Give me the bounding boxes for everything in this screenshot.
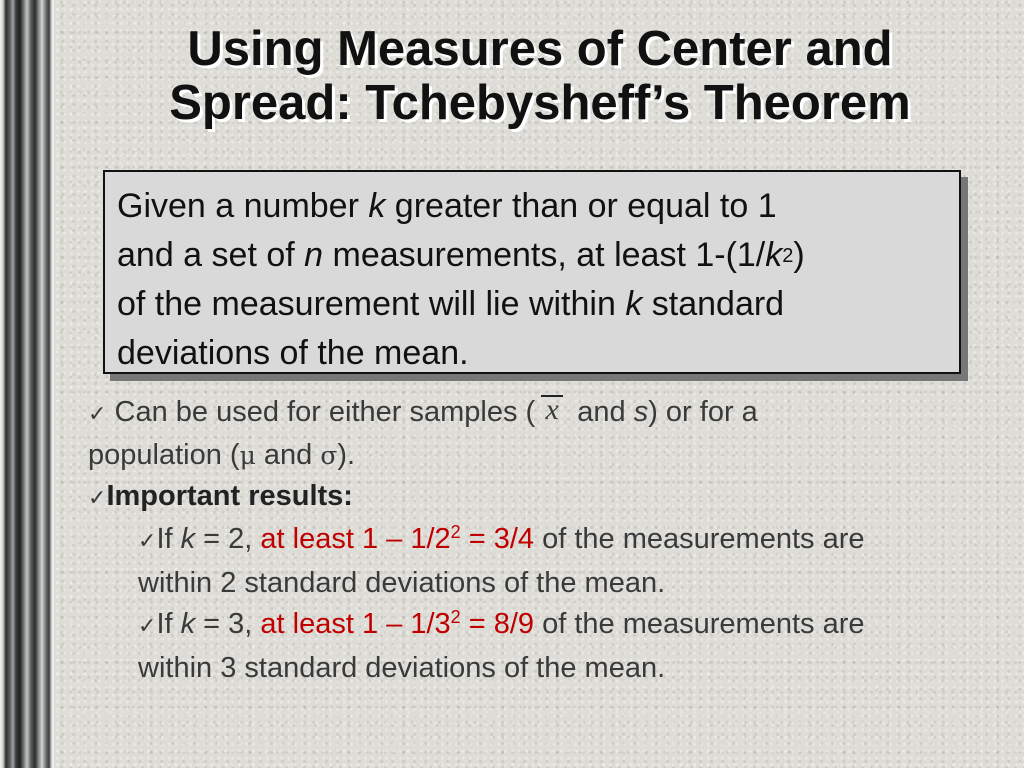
bullet-text: population ( (88, 439, 240, 471)
title-line-2: Spread: Tchebysheff’s Theorem (169, 76, 911, 130)
bullet-text: ) or for a (648, 396, 758, 428)
theorem-text: of the measurement will lie within (117, 285, 626, 323)
theorem-text: standard (642, 285, 785, 323)
bullet-text: and (569, 396, 634, 428)
result-2-line-1 (88, 604, 1008, 648)
theorem-line-2 (117, 231, 947, 280)
bullet-text: If (156, 608, 181, 640)
bullet-list (88, 392, 1008, 689)
checkmark-icon: ✓ (88, 486, 107, 511)
mu-symbol: μ (239, 441, 256, 470)
exponent: 2 (782, 245, 794, 267)
variable-s: s (633, 396, 649, 428)
bullet-1-line-2 (88, 435, 1008, 476)
bullet-text: and (255, 439, 321, 471)
important-results-heading: Important results: (106, 480, 353, 512)
theorem-text: Given a number (117, 187, 369, 225)
bullet-text: Can be used for either samples ( (106, 396, 536, 428)
theorem-text: greater than or equal to 1 (385, 187, 777, 225)
bullet-text: of the measurements are (534, 523, 865, 555)
bullet-1-line-1 (88, 392, 1008, 435)
theorem-line-1 (117, 182, 947, 231)
checkmark-icon: ✓ (138, 529, 157, 554)
result-2-highlight (260, 608, 534, 640)
slide-title (60, 22, 1020, 130)
bullet-2 (88, 476, 1008, 519)
theorem-text: ) (793, 236, 805, 274)
variable-k: k (180, 608, 196, 640)
bullet-text: of the measurements are (534, 608, 865, 640)
sigma-symbol: σ (320, 441, 338, 470)
checkmark-icon: ✓ (138, 614, 157, 639)
theorem-box (103, 170, 961, 374)
highlight-text: = 8/9 (460, 608, 535, 640)
bullet-text: = 3, (195, 608, 261, 640)
theorem-line-4: deviations of the mean. (117, 334, 469, 372)
title-line-1: Using Measures of Center and (187, 22, 893, 76)
bullet-text: = 2, (195, 523, 261, 555)
variable-n: n (304, 236, 324, 274)
result-1-highlight (260, 523, 534, 555)
theorem-line-3 (117, 280, 947, 329)
variable-k: k (180, 523, 196, 555)
bullet-text: If (156, 523, 181, 555)
exponent: 2 (450, 522, 461, 542)
checkmark-icon: ✓ (88, 402, 107, 427)
result-2-line-2: within 3 standard deviations of the mean. (138, 652, 666, 684)
variable-k: k (368, 187, 386, 225)
variable-k: k (625, 285, 643, 323)
highlight-text: = 3/4 (460, 523, 535, 555)
bullet-text: ). (337, 439, 356, 471)
highlight-text: at least 1 – 1/2 (260, 523, 451, 555)
left-decorative-strip (0, 0, 54, 768)
x-bar-symbol: x (541, 395, 563, 423)
highlight-text: at least 1 – 1/3 (260, 608, 451, 640)
variable-k: k (765, 236, 783, 274)
result-1-line-2: within 2 standard deviations of the mean. (138, 567, 666, 599)
exponent: 2 (450, 607, 461, 627)
theorem-text: and a set of (117, 236, 305, 274)
result-1-line-1 (88, 519, 1008, 563)
theorem-text: measurements, at least 1-(1/ (323, 236, 766, 274)
